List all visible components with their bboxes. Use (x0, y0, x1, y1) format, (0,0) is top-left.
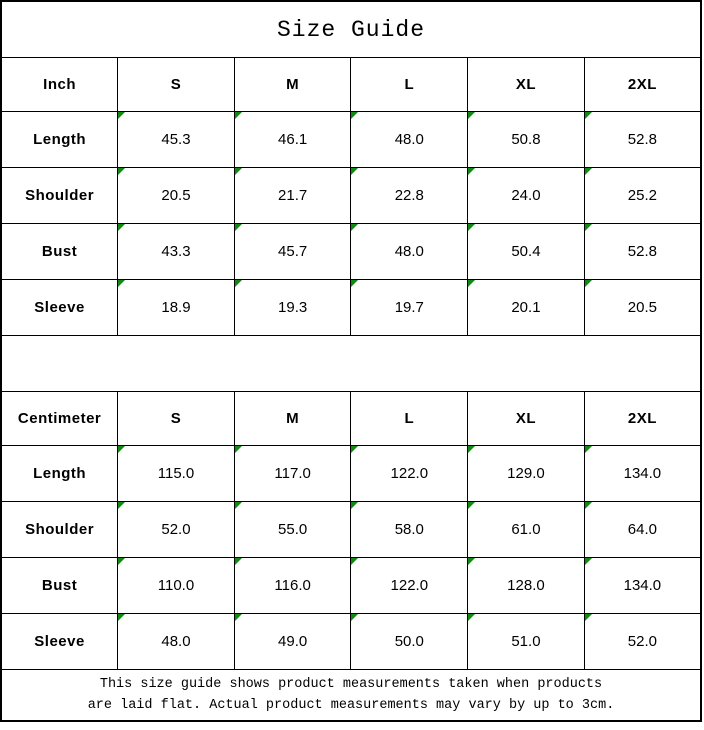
measurement-value-cell (468, 224, 585, 280)
green-corner-marker-icon (468, 558, 475, 565)
green-corner-marker-icon (585, 614, 592, 621)
measurement-value: 52.0 (161, 521, 191, 538)
green-corner-marker-icon (118, 614, 125, 621)
measurement-value-cell (234, 502, 351, 558)
measurement-value: 50.0 (394, 633, 424, 650)
footer-note-line-1: This size guide shows product measurements taken when products (99, 677, 603, 692)
measurement-value: 122.0 (390, 465, 429, 482)
green-corner-marker-icon (585, 224, 592, 231)
measurement-value-cell (584, 112, 701, 168)
measurement-value-cell (468, 558, 585, 614)
measurement-value-cell (351, 446, 468, 502)
green-corner-marker-icon (235, 224, 242, 231)
green-corner-marker-icon (118, 502, 125, 509)
cm-sleeve-row (1, 614, 701, 670)
green-corner-marker-icon (468, 280, 475, 287)
measurement-value: 52.0 (627, 633, 657, 650)
measurement-value-cell (351, 614, 468, 670)
title-row (1, 1, 701, 58)
size-column-header-m: M (234, 392, 351, 446)
green-corner-marker-icon (235, 558, 242, 565)
measurement-value: 50.8 (511, 131, 541, 148)
green-corner-marker-icon (235, 280, 242, 287)
size-column-header-2xl: 2XL (584, 392, 701, 446)
unit-header-centimeter: Centimeter (1, 392, 118, 446)
green-corner-marker-icon (351, 502, 358, 509)
measurement-row-label: Sleeve (1, 280, 118, 336)
measurement-value-cell (584, 502, 701, 558)
green-corner-marker-icon (118, 280, 125, 287)
measurement-value: 19.7 (394, 299, 424, 316)
size-column-header-s: S (118, 392, 235, 446)
green-corner-marker-icon (351, 168, 358, 175)
green-corner-marker-icon (468, 502, 475, 509)
footer-note (1, 670, 701, 722)
green-corner-marker-icon (585, 502, 592, 509)
measurement-value: 58.0 (394, 521, 424, 538)
measurement-value: 20.5 (627, 299, 657, 316)
measurement-value: 24.0 (511, 187, 541, 204)
measurement-value-cell (118, 168, 235, 224)
green-corner-marker-icon (235, 168, 242, 175)
inch-bust-row (1, 224, 701, 280)
measurement-value-cell (351, 558, 468, 614)
measurement-value-cell (468, 446, 585, 502)
measurement-value: 18.9 (161, 299, 191, 316)
measurement-row-label: Shoulder (1, 502, 118, 558)
green-corner-marker-icon (235, 614, 242, 621)
measurement-value-cell (584, 558, 701, 614)
inch-header-row (1, 58, 701, 112)
measurement-value-cell (118, 502, 235, 558)
measurement-value: 64.0 (627, 521, 657, 538)
measurement-value-cell (118, 280, 235, 336)
measurement-value: 48.0 (394, 243, 424, 260)
measurement-value-cell (584, 446, 701, 502)
size-column-header-xl: XL (468, 58, 585, 112)
measurement-value-cell (118, 224, 235, 280)
measurement-value: 45.3 (161, 131, 191, 148)
measurement-value-cell (351, 280, 468, 336)
size-column-header-l: L (351, 58, 468, 112)
measurement-value: 115.0 (157, 465, 195, 482)
measurement-value-cell (118, 558, 235, 614)
measurement-value: 129.0 (507, 465, 545, 482)
measurement-value: 116.0 (274, 577, 311, 594)
measurement-value: 50.4 (511, 243, 541, 260)
inch-shoulder-row (1, 168, 701, 224)
green-corner-marker-icon (351, 614, 358, 621)
size-column-header-m: M (234, 58, 351, 112)
green-corner-marker-icon (235, 446, 242, 453)
measurement-value: 48.0 (161, 633, 191, 650)
measurement-value-cell (468, 502, 585, 558)
measurement-value: 122.0 (390, 577, 429, 594)
measurement-value: 48.0 (394, 131, 424, 148)
measurement-row-label: Bust (1, 558, 118, 614)
measurement-value-cell (234, 614, 351, 670)
green-corner-marker-icon (468, 112, 475, 119)
centimeter-header-row (1, 392, 701, 446)
measurement-value: 117.0 (274, 465, 311, 482)
green-corner-marker-icon (585, 168, 592, 175)
measurement-value-cell (234, 446, 351, 502)
measurement-row-label: Bust (1, 224, 118, 280)
green-corner-marker-icon (468, 446, 475, 453)
size-column-header-s: S (118, 58, 235, 112)
inch-sleeve-row (1, 280, 701, 336)
measurement-value: 51.0 (511, 633, 541, 650)
measurement-value-cell (468, 168, 585, 224)
measurement-value-cell (118, 614, 235, 670)
unit-header-inch: Inch (1, 58, 118, 112)
measurement-value: 20.1 (511, 299, 541, 316)
measurement-value: 61.0 (511, 521, 541, 538)
green-corner-marker-icon (351, 558, 358, 565)
measurement-value: 21.7 (278, 187, 308, 204)
green-corner-marker-icon (468, 168, 475, 175)
spacer-cell (1, 336, 701, 392)
measurement-value-cell (584, 168, 701, 224)
measurement-row-label: Sleeve (1, 614, 118, 670)
measurement-value-cell (584, 280, 701, 336)
measurement-value: 55.0 (278, 521, 308, 538)
measurement-value: 22.8 (394, 187, 424, 204)
green-corner-marker-icon (235, 112, 242, 119)
measurement-value-cell (351, 502, 468, 558)
measurement-row-label: Length (1, 446, 118, 502)
measurement-value: 46.1 (278, 131, 308, 148)
green-corner-marker-icon (118, 168, 125, 175)
cm-shoulder-row (1, 502, 701, 558)
measurement-value: 43.3 (161, 243, 191, 260)
green-corner-marker-icon (351, 446, 358, 453)
measurement-value-cell (234, 112, 351, 168)
measurement-value-cell (118, 112, 235, 168)
measurement-value-cell (234, 224, 351, 280)
size-column-header-xl: XL (468, 392, 585, 446)
measurement-value: 52.8 (627, 243, 657, 260)
green-corner-marker-icon (351, 280, 358, 287)
green-corner-marker-icon (585, 558, 592, 565)
measurement-row-label: Length (1, 112, 118, 168)
measurement-value: 25.2 (627, 187, 657, 204)
measurement-row-label: Shoulder (1, 168, 118, 224)
inch-length-row (1, 112, 701, 168)
measurement-value: 49.0 (278, 633, 308, 650)
measurement-value-cell (351, 112, 468, 168)
size-column-header-2xl: 2XL (584, 58, 701, 112)
green-corner-marker-icon (585, 446, 592, 453)
green-corner-marker-icon (118, 446, 125, 453)
measurement-value-cell (234, 168, 351, 224)
measurement-value: 134.0 (623, 577, 662, 594)
measurement-value: 45.7 (278, 243, 308, 260)
measurement-value: 110.0 (157, 577, 195, 594)
green-corner-marker-icon (235, 502, 242, 509)
page-title: Size Guide (1, 1, 701, 58)
measurement-value-cell (234, 558, 351, 614)
cm-length-row (1, 446, 701, 502)
measurement-value-cell (351, 168, 468, 224)
measurement-value-cell (584, 614, 701, 670)
measurement-value-cell (584, 224, 701, 280)
measurement-value-cell (234, 280, 351, 336)
green-corner-marker-icon (585, 280, 592, 287)
green-corner-marker-icon (351, 112, 358, 119)
spacer-row (1, 336, 701, 392)
green-corner-marker-icon (468, 224, 475, 231)
measurement-value: 20.5 (161, 187, 191, 204)
size-column-header-l: L (351, 392, 468, 446)
measurement-value: 134.0 (623, 465, 662, 482)
measurement-value: 19.3 (278, 299, 308, 316)
green-corner-marker-icon (118, 224, 125, 231)
cm-bust-row (1, 558, 701, 614)
green-corner-marker-icon (468, 614, 475, 621)
green-corner-marker-icon (118, 558, 125, 565)
measurement-value-cell (118, 446, 235, 502)
measurement-value-cell (468, 280, 585, 336)
footer-row (1, 670, 701, 722)
measurement-value: 128.0 (507, 577, 545, 594)
measurement-value: 52.8 (627, 131, 657, 148)
footer-note-line-2: are laid flat. Actual product measurements may vary by up to 3cm. (87, 698, 615, 713)
measurement-value-cell (468, 614, 585, 670)
green-corner-marker-icon (351, 224, 358, 231)
green-corner-marker-icon (118, 112, 125, 119)
measurement-value-cell (351, 224, 468, 280)
measurement-value-cell (468, 112, 585, 168)
green-corner-marker-icon (585, 112, 592, 119)
